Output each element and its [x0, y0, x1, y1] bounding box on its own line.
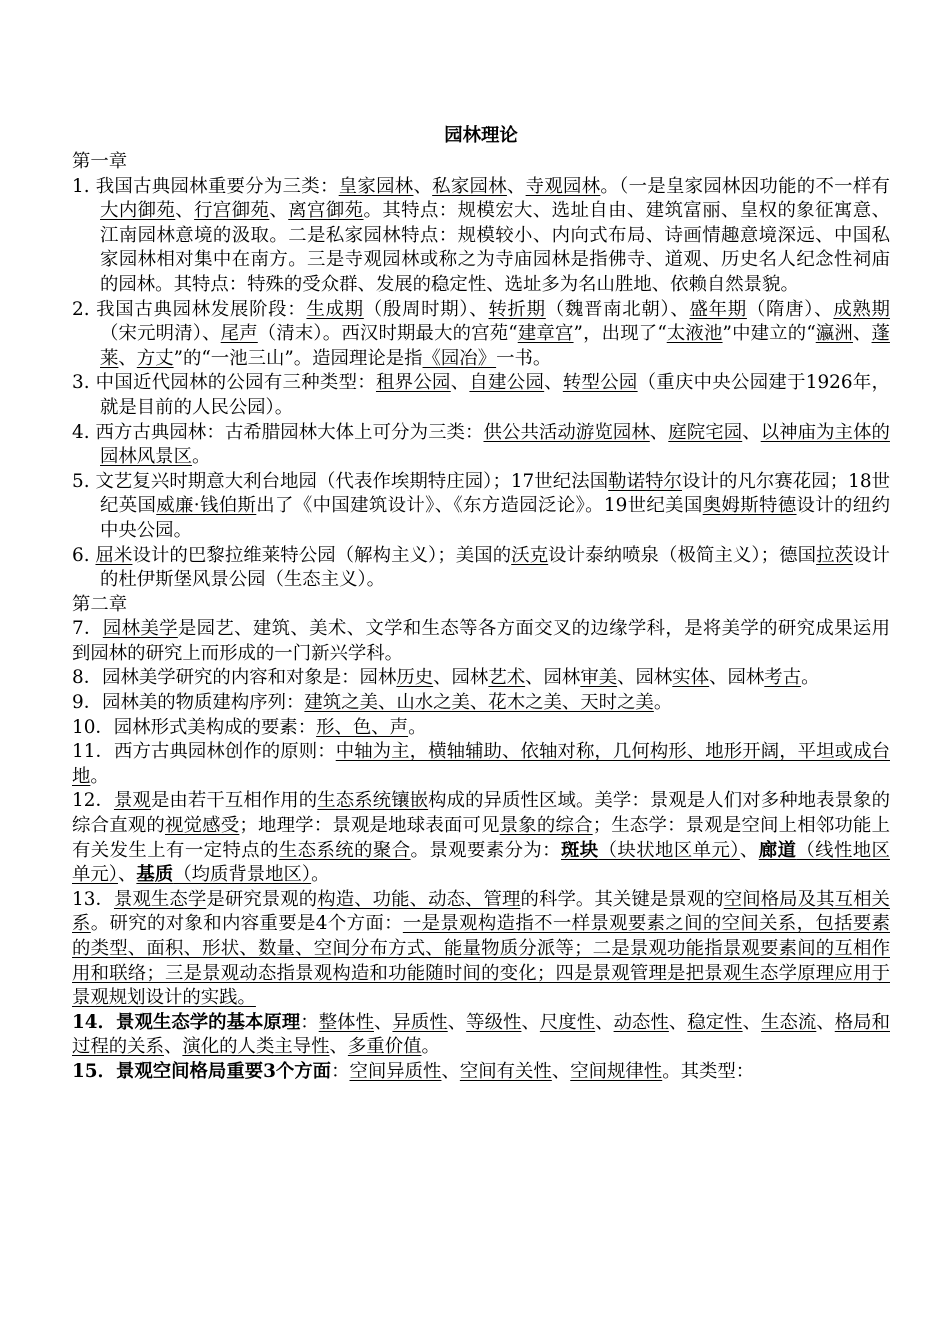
key-term: 拉茨	[816, 544, 854, 566]
key-term: 自建公园	[469, 372, 545, 394]
text-segment: 、	[521, 1011, 540, 1033]
text-segment: 、	[551, 1060, 571, 1082]
list-item	[72, 617, 890, 666]
key-term: 勒诺特尔	[608, 470, 683, 492]
list-item	[72, 716, 890, 741]
text-segment: 2. 我国古典园林发展阶段：	[72, 298, 307, 320]
key-term: 离宫御苑	[288, 200, 364, 222]
text-segment: 、园林	[709, 667, 765, 689]
text-segment: 设计的巴黎拉维莱特公园（解构主义）；美国的	[132, 544, 512, 566]
key-term: 行宫御苑	[194, 200, 270, 222]
chapter-heading: 第一章	[72, 151, 128, 172]
key-term: （块状地区单元）	[598, 839, 740, 861]
key-term: 沃克	[511, 544, 549, 566]
text-segment: 设计泰纳喷泉（极简主义）；德国	[548, 544, 817, 566]
text-segment: 、	[816, 1011, 835, 1033]
document-page	[72, 124, 890, 1085]
text-segment: 。其特点：规模宏大、选址自由、建筑富丽、皇权的象征寓意、江南园林意境的汲取。二是私家园林特点：规模较小、内向式布局、诗画情趣意境深远、中国私家园林相对集中在南方。三是寺观园林或称之为寺庙园林是指佛寺、道观、历史名人纪念性祠庙的园林。其特点：特殊的受众群、发展的稳定性、选址多为名山胜地、依赖自然景貌。	[100, 200, 890, 295]
key-term: 异质性	[392, 1011, 448, 1033]
text-segment: 、	[269, 200, 289, 222]
text-segment: 。研究的对象和内容重要是4个方面：	[90, 913, 403, 935]
text-segment: 是由若干互相作用的	[150, 790, 318, 812]
text-segment: 7．	[72, 618, 103, 640]
text-segment: 4. 西方古典园林：古希腊园林大体上可分为三类：	[72, 421, 484, 443]
text-segment: 、	[649, 421, 669, 443]
document-body	[72, 150, 890, 1085]
list-item	[72, 888, 890, 1011]
key-term: 奥姆斯特德	[702, 495, 797, 517]
text-segment: （隋唐）、	[746, 298, 834, 320]
text-segment: （宋元明清）、	[100, 323, 221, 345]
key-term: 园林美学	[102, 618, 178, 640]
key-term: 转折期	[488, 298, 546, 320]
key-term: 考古	[764, 667, 802, 689]
text-segment: 。	[801, 667, 820, 689]
list-item	[72, 470, 890, 544]
key-term: 稳定性	[687, 1011, 743, 1033]
text-segment: 、	[450, 372, 470, 394]
list-item	[72, 1011, 890, 1060]
key-term: 租界公园	[375, 372, 451, 394]
key-term: 多重价值	[347, 1036, 422, 1058]
key-term: 视觉感受	[164, 815, 240, 837]
key-term: （均质背景地区）	[173, 864, 312, 886]
text-segment: 。	[408, 716, 427, 738]
key-term: 生态系统的聚合	[278, 839, 411, 861]
text-segment: 。	[653, 692, 673, 714]
text-segment: 、园林	[617, 667, 673, 689]
key-term: 景象的综合	[499, 815, 593, 837]
key-term: 《园冶》	[422, 347, 497, 369]
text-segment: 出了《中国建筑设计》、《东方造园泛论》。19世纪美国	[256, 495, 703, 517]
key-term: 审美	[580, 667, 618, 689]
text-segment: 、	[742, 1011, 762, 1033]
text-segment: 1. 我国古典园林重要分为三类：	[72, 175, 339, 197]
key-term: 尺度性	[539, 1011, 596, 1033]
list-item	[72, 371, 890, 420]
key-term: 艺术	[488, 667, 526, 689]
bold-text: 14．景观生态学的基本原理	[72, 1011, 301, 1033]
list-item	[72, 421, 890, 470]
list-item	[72, 1060, 890, 1085]
text-segment: ”中建立的“	[722, 323, 816, 345]
key-term: 整体性	[318, 1011, 374, 1033]
key-term: 建章宫	[517, 323, 574, 345]
list-item	[72, 740, 890, 789]
key-term: 空间规律性	[570, 1060, 663, 1082]
key-term: 空间异质性	[349, 1060, 442, 1082]
text-segment: 、	[441, 1060, 460, 1082]
key-term: 供公共活动游览园林	[483, 421, 650, 443]
text-segment: （魏晋南北朝）、	[545, 298, 690, 320]
chapter-heading: 第二章	[72, 593, 128, 615]
text-segment: ：	[300, 1011, 319, 1033]
key-term: 私家园林	[432, 175, 507, 197]
key-term: 寺观园林	[525, 175, 601, 197]
key-term: 生态流	[761, 1011, 817, 1033]
key-term: 生成期	[306, 298, 364, 320]
text-segment: 、	[447, 1011, 467, 1033]
key-term: 以神庙为主体的园林风景区	[100, 421, 890, 468]
key-term: 蓬莱	[100, 323, 890, 369]
key-term: 斑块	[561, 839, 599, 861]
key-term: 中轴为主，横轴辅助、依轴对称，几何构形、地形开阔，平坦或成台地	[72, 741, 890, 787]
text-segment: 3. 中国近代园林的公园有三种类型：	[72, 372, 376, 394]
text-segment: 、	[852, 323, 872, 345]
text-segment: 、	[668, 1011, 688, 1033]
bold-text: 15．景观空间格局重要3个方面	[72, 1060, 332, 1082]
key-term: （线性地区单元）	[72, 839, 890, 886]
text-segment: 9．园林美的物质建构序列：	[72, 692, 305, 714]
list-item	[72, 175, 890, 298]
text-segment: ”，出现了“	[573, 323, 667, 345]
text-segment: 是研究景观的	[206, 888, 318, 910]
list-item	[72, 691, 890, 716]
text-segment: 。	[191, 446, 211, 468]
key-term: 历史	[396, 667, 434, 689]
text-segment: 的科学。其关键是景观的	[520, 888, 724, 910]
text-segment: 是园艺、建筑、美术、文学和生态等各方面交叉的边缘学科，是将美学的研究成果运用到园林的研究上而形成的一门新兴学科。	[72, 618, 890, 664]
key-term: 基质	[136, 864, 174, 886]
text-segment: 、	[329, 1036, 348, 1058]
text-segment: 、	[595, 1011, 614, 1033]
key-term: 构造、功能、动态、管理	[317, 888, 521, 910]
key-term: 太液池	[666, 323, 723, 345]
key-term: 景观生态学	[113, 888, 207, 910]
key-term: 动态性	[613, 1011, 669, 1033]
key-term: 演化的人类主导性	[182, 1036, 330, 1058]
text-segment: 5. 文艺复兴时期意大利台地园（代表作埃期特庄园）；17世纪法国	[72, 470, 609, 492]
text-segment: 、园林	[433, 667, 489, 689]
text-segment: 。	[421, 1036, 440, 1058]
key-term: 廊道	[758, 839, 797, 861]
text-segment: 11．西方古典园林创作的原则：	[72, 741, 336, 763]
text-segment: 12．	[72, 790, 114, 812]
text-segment: 、	[506, 175, 526, 197]
text-segment: 6.	[72, 544, 96, 566]
key-term: 格局和过程的关系	[72, 1011, 890, 1058]
text-segment: ：	[331, 1060, 350, 1082]
text-segment: 构成的异质性区域。美学：景观是人们对多种地表景象的综合直观的	[72, 790, 890, 837]
key-term: 屈米	[95, 544, 133, 566]
key-term: 形、色、声	[316, 716, 409, 738]
text-segment: 、	[742, 421, 761, 443]
text-segment: 设计的纽约中央公园。	[100, 495, 890, 541]
key-term: 皇家园林	[338, 175, 414, 197]
text-segment: 、	[118, 347, 137, 369]
text-segment: （殷周时期）、	[363, 298, 489, 320]
key-term: 庭院宅园	[668, 421, 743, 443]
text-segment: 、	[739, 839, 759, 861]
key-term: 一是景观构造指不一样景观要素之间的空间关系，包括要素的类型、面积、形状、数量、空间分布方式、能量物质分派等；二是景观功能指景观要素间的互相作用和联络；三是景观动态指景观构造和功能随时间的变化；四是景观管理是把景观生态学原理应用于景观规划设计的实践。	[72, 913, 890, 1009]
key-term: 盛年期	[689, 298, 747, 320]
text-segment: 一书。	[496, 347, 552, 369]
key-term: 转型公园	[562, 372, 638, 394]
text-segment: 。	[90, 765, 109, 787]
list-item	[72, 298, 890, 372]
text-segment: 、	[117, 864, 137, 886]
text-segment: 、	[163, 1036, 183, 1058]
key-term: 成熟期	[833, 298, 890, 320]
list-item	[72, 666, 890, 691]
key-term: 尾声	[220, 323, 258, 345]
key-term: 空间格局及其互相关系	[72, 888, 890, 935]
key-term: 空间有关性	[459, 1060, 552, 1082]
document-title: 园林理论	[444, 125, 518, 146]
text-segment: （重庆中央公园建于1926年，就是目前的人民公园）。	[100, 372, 890, 418]
text-segment: 、	[544, 372, 563, 394]
text-segment: 。（一是皇家园林因功能的不一样有	[600, 175, 890, 197]
key-term: 实体	[672, 667, 710, 689]
text-segment: 。景观要素分为：	[410, 839, 561, 861]
text-segment: 10．园林形式美构成的要素：	[72, 716, 317, 738]
text-segment: 设计的凡尔赛花园；18世纪英国	[100, 470, 890, 517]
text-segment: ；生态学：景观是空间上相邻功能上有关发生上有一定特点的	[72, 815, 890, 861]
key-term: 威廉·钱伯斯	[156, 495, 257, 517]
list-item	[72, 789, 890, 887]
text-segment: 、	[374, 1011, 393, 1033]
list-item	[72, 544, 890, 593]
text-segment: ”的“一池三山”。造园理论是指	[173, 347, 423, 369]
key-term: 方丈	[136, 347, 174, 369]
key-term: 景观	[113, 790, 151, 812]
text-segment: 。其类型：	[662, 1060, 755, 1082]
text-segment: 、	[413, 175, 433, 197]
text-segment: 。	[311, 864, 330, 886]
text-segment: 8．园林美学研究的内容和对象是：园林	[72, 667, 397, 689]
key-term: 建筑之美、山水之美、花木之美、天时之美	[304, 692, 654, 714]
text-segment: ；地理学：景观是地球表面可见	[239, 815, 500, 837]
text-segment: 、	[175, 200, 195, 222]
key-term: 生态系统镶嵌	[317, 790, 429, 812]
text-segment: （清末）。西汉时期最大的宫苑“	[257, 323, 518, 345]
text-segment: 设计的杜伊斯堡风景公园（生态主义）。	[100, 544, 890, 591]
key-term: 等级性	[466, 1011, 522, 1033]
key-term: 瀛洲	[815, 323, 853, 345]
text-segment: 13．	[72, 888, 114, 910]
text-segment: 、园林	[525, 667, 581, 689]
key-term: 大内御苑	[100, 200, 176, 222]
